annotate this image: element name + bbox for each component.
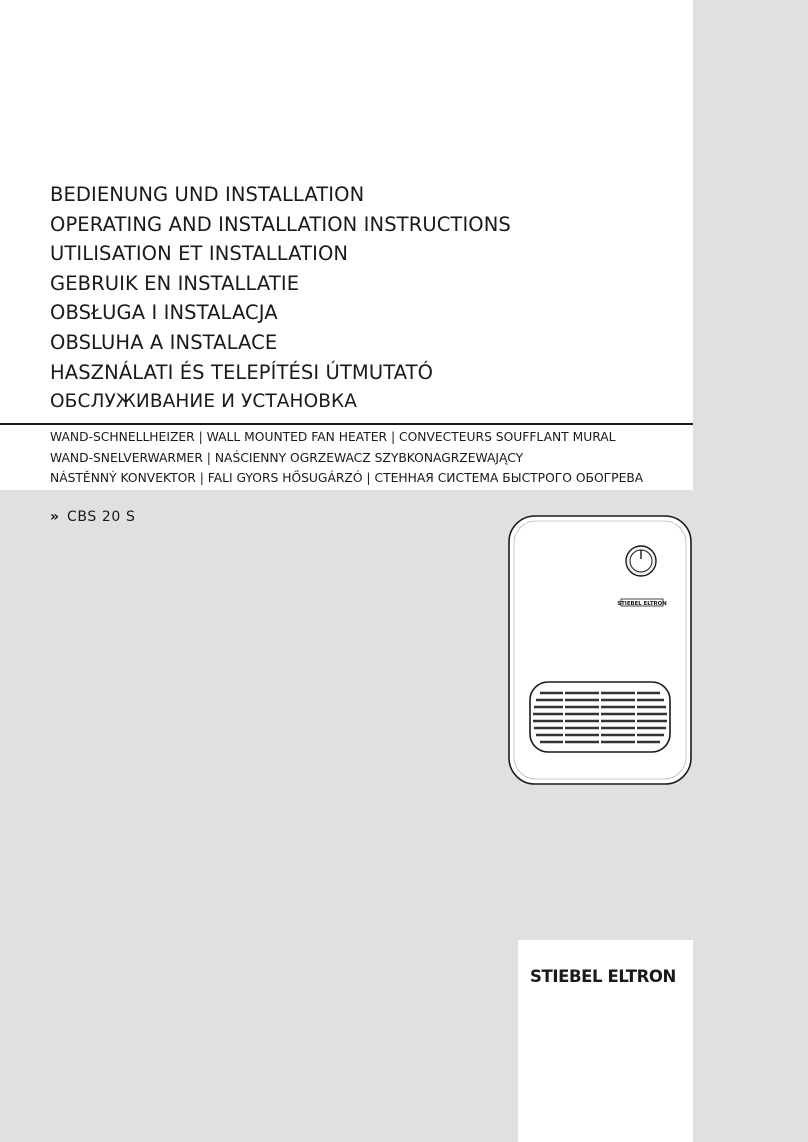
- title-de: BEDIENUNG UND INSTALLATION: [50, 183, 365, 206]
- title-en: OPERATING AND INSTALLATION INSTRUCTIONS: [50, 212, 511, 236]
- air-grille: [530, 682, 670, 752]
- model-designation: [50, 509, 135, 525]
- title-pl: OBSŁUGA I INSTALACJA: [50, 301, 278, 325]
- model-code: CBS 20 S: [67, 509, 136, 525]
- title-cs: OBSLUHA A INSTALACE: [50, 330, 278, 354]
- divider-rule: [0, 423, 693, 425]
- subtitle-line-3: NÁSTĚNNÝ KONVEKTOR | FALI GYORS HŐSUGÁRZÓ | СТЕННАЯ СИСТЕМА БЫСТРОГО ОБОГРЕВА: [50, 471, 644, 485]
- brand-plate-text: STIEBEL ELTRON: [617, 600, 667, 607]
- brand-logo: STIEBEL ELTRON: [530, 967, 676, 986]
- control-knob-icon: [626, 546, 656, 576]
- right-margin-strip: [693, 0, 808, 1142]
- title-hu: HASZNÁLATI ÉS TELEPÍTÉSI ÚTMUTATÓ: [50, 360, 434, 384]
- title-nl: GEBRUIK EN INSTALLATIE: [50, 271, 300, 295]
- subtitle-block: [50, 427, 690, 489]
- subtitle-line-1: WAND-SCHNELLHEIZER | WALL MOUNTED FAN HEATER | CONVECTEURS SOUFFLANT MURAL: [50, 430, 616, 444]
- title-fr: UTILISATION ET INSTALLATION: [50, 242, 349, 266]
- fan-heater-illustration: [508, 515, 692, 785]
- model-marker: »: [50, 509, 60, 525]
- title-ru: ОБСЛУЖИВАНИЕ И УСТАНОВКА: [50, 391, 358, 413]
- title-block: [50, 180, 690, 417]
- subtitle-line-2: WAND-SNELVERWARMER | NAŚCIENNY OGRZEWACZ SZYBKONAGRZEWAJĄCY: [50, 450, 524, 465]
